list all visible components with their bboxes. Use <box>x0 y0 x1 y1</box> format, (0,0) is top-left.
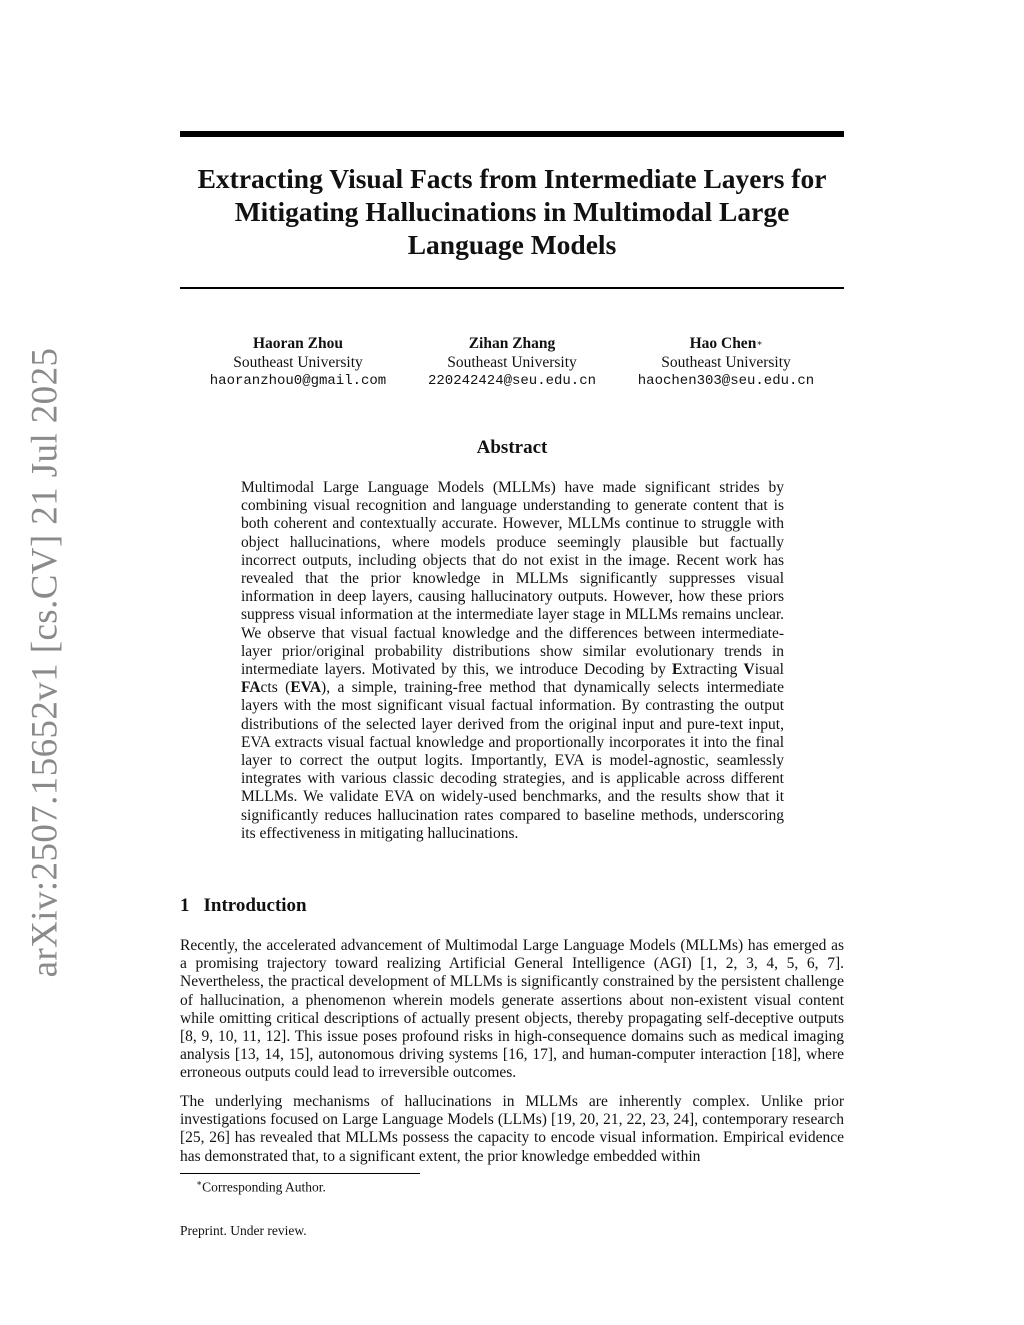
title-rule-bottom <box>180 287 844 289</box>
body-paragraph: The underlying mechanisms of hallucinations in MLLMs are inherently complex. Unlike prior investigations focused on Large Language Models (LLMs) [19, 20, 21, 22, 23, 24], contemporary research [25, 26] has revealed that MLLMs possess the capacity to encode visual information. Empirical evidence has demonstrated that, to a significant extent, the prior knowledge embedded within <box>180 1093 844 1165</box>
author-block <box>402 334 622 391</box>
body-paragraph: Recently, the accelerated advancement of Multimodal Large Language Models (MLLMs) has emerged as a promising trajectory toward realizing Artificial General Intelligence (AGI) [1, 2, 3, 4, 5, 6, 7]. Nevertheless, the practical development of MLLMs is significantly constrained by the persistent challenge of hallucination, a phenomenon wherein models generate assertions about non-existent visual content while omitting critical descriptions of actually present objects, thereby propagating self-deceptive outputs [8, 9, 10, 11, 12]. This issue poses profound risks in high-consequence domains such as medical imaging analysis [13, 14, 15], autonomous driving systems [16, 17], and human-computer interaction [18], where erroneous outputs could lead to irreversible outcomes. <box>180 937 844 1082</box>
footnote-rule <box>180 1173 420 1174</box>
section-title: Introduction <box>203 895 307 916</box>
author-affiliation: Southeast University <box>447 354 577 371</box>
preprint-notice: Preprint. Under review. <box>180 1223 307 1238</box>
paper-title: Extracting Visual Facts from Intermediate Layers for Mitigating Hallucinations in Multimodal Large Language Models <box>197 163 827 260</box>
author-block <box>188 334 408 391</box>
abstract-heading: Abstract <box>476 437 548 458</box>
method-acronym: EVA <box>290 679 322 697</box>
author-affiliation: Southeast University <box>233 354 363 371</box>
title-rule-top <box>180 131 844 137</box>
footnote: ∗Corresponding Author. <box>196 1178 326 1195</box>
author-email: haoranzhou0@gmail.com <box>209 373 387 389</box>
arxiv-identifier: arXiv:2507.15652v1 [cs.CV] 21 Jul 2025 <box>24 347 66 978</box>
abstract-text: Multimodal Large Language Models (MLLMs) have made significant strides by combining visual recognition and language understanding to generate content that is both coherent and contextually accurate. However, MLLMs continue to struggle with object hallucinations, where models produce seemingly plausible but factually incorrect outputs, including objects that do not exist in the image. Recent work has revealed that the prior knowledge in MLLMs significantly suppresses visual information in deep layers, causing hallucinatory outputs. However, how these priors suppress visual information at the intermediate layer stage in MLLMs remains unclear. We observe that visual factual knowledge and the differences between intermediate-layer prior/original probability distributions show similar evolutionary trends in intermediate layers. Motivated by this, we introduce Decoding by Extracting Visual FActs (EVA), a simple, training-free method that dynamically selects intermediate layers with the most significant visual factual information. By contrasting the output distributions of the selected layer derived from the original input and pure-text input, EVA extracts visual factual knowledge and proportionally incorporates it into the final layer to correct the output logits. Importantly, EVA is model-agnostic, seamlessly integrates with various classic decoding strategies, and is applicable across different MLLMs. We validate EVA on widely-used benchmarks, and the results show that it significantly reduces hallucination rates compared to baseline methods, underscoring its effectiveness in mitigating hallucinations. <box>241 479 784 842</box>
section-number: 1 <box>180 895 190 916</box>
author-block <box>616 334 836 391</box>
author-email: haochen303@seu.edu.cn <box>637 373 815 389</box>
author-email: 220242424@seu.edu.cn <box>427 373 597 389</box>
author-name: Zihan Zhang <box>468 335 556 352</box>
arxiv-stamp <box>20 347 70 978</box>
author-name: Haoran Zhou <box>252 335 343 352</box>
author-name: Hao Chen∗ <box>689 335 763 352</box>
section-heading-introduction <box>180 895 307 917</box>
author-affiliation: Southeast University <box>661 354 791 371</box>
